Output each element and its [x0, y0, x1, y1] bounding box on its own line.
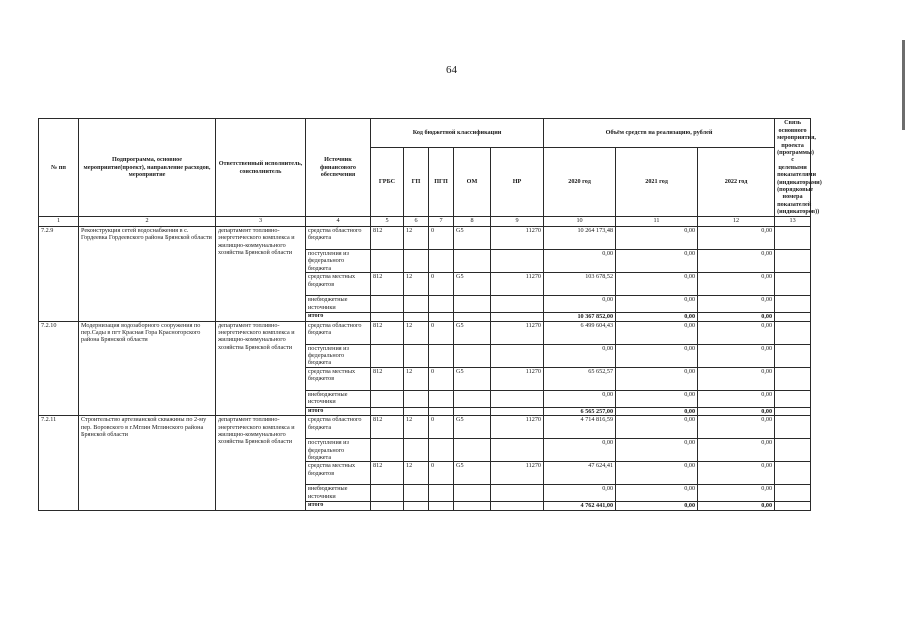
funding-source: итого [306, 313, 371, 321]
funding-source: средства областного бюджета [306, 227, 371, 250]
measure-executor: департамент топливно-энергетического комплекса и жилищно-коммунального хозяйства Брянской области [216, 416, 306, 511]
kbk-grbs: 812 [371, 462, 404, 485]
amount-2021: 0,00 [616, 416, 698, 439]
amount-2022: 0,00 [698, 313, 775, 321]
column-number: 13 [775, 217, 811, 227]
kbk-om: G5 [454, 462, 491, 485]
column-number: 7 [429, 217, 454, 227]
amount-2020: 103 678,52 [544, 273, 616, 296]
kbk-pgp: 0 [429, 367, 454, 390]
table-body [39, 227, 811, 511]
column-number: 10 [544, 217, 616, 227]
amount-2022: 0,00 [698, 344, 775, 367]
funding-source: поступления из федерального бюджета [306, 250, 371, 273]
table-row [39, 227, 811, 250]
amount-2020: 0,00 [544, 390, 616, 407]
header-program: Подпрограмма, основное мероприятие(проект), направление расходов, мероприятие [79, 119, 216, 217]
indicator-link [775, 439, 811, 462]
kbk-nr [491, 344, 544, 367]
column-number: 3 [216, 217, 306, 227]
measure-name: Строительство артезианской скважины по 2-му пер. Воровского в г.Мглин Мглинского района Брянской области [79, 416, 216, 511]
amount-2021: 0,00 [616, 344, 698, 367]
kbk-gp [404, 485, 429, 502]
column-number: 11 [616, 217, 698, 227]
kbk-gp [404, 250, 429, 273]
header-year-2022: 2022 год [698, 148, 775, 217]
kbk-pgp [429, 250, 454, 273]
amount-2021: 0,00 [616, 462, 698, 485]
amount-2020: 10 367 852,00 [544, 313, 616, 321]
kbk-nr: 11270 [491, 227, 544, 250]
kbk-pgp [429, 439, 454, 462]
amount-2021: 0,00 [616, 485, 698, 502]
amount-2020: 0,00 [544, 250, 616, 273]
kbk-gp: 12 [404, 273, 429, 296]
kbk-grbs [371, 407, 404, 415]
kbk-pgp: 0 [429, 462, 454, 485]
header-link: Связь основного мероприятия, проекта (программы) с целевыми показателями (индикаторами) (порядковые номера показателей (индикаторов)) [775, 119, 811, 217]
amount-2020: 4 714 816,59 [544, 416, 616, 439]
header-amount: Объём средств на реализацию, рублей [544, 119, 775, 148]
measure-number: 7.2.10 [39, 321, 79, 416]
amount-2022: 0,00 [698, 416, 775, 439]
header-gp: ГП [404, 148, 429, 217]
kbk-nr: 11270 [491, 462, 544, 485]
amount-2020: 4 762 441,00 [544, 502, 616, 510]
header-no: № пп [39, 119, 79, 217]
measure-number: 7.2.9 [39, 227, 79, 322]
indicator-link [775, 227, 811, 250]
funding-source: средства местных бюджетов [306, 273, 371, 296]
kbk-grbs: 812 [371, 367, 404, 390]
funding-source: средства местных бюджетов [306, 462, 371, 485]
kbk-pgp: 0 [429, 227, 454, 250]
kbk-nr [491, 502, 544, 510]
indicator-link [775, 416, 811, 439]
header-grbs: ГРБС [371, 148, 404, 217]
kbk-nr [491, 407, 544, 415]
page-number: 64 [446, 64, 457, 76]
kbk-pgp: 0 [429, 321, 454, 344]
amount-2020: 0,00 [544, 485, 616, 502]
kbk-grbs [371, 502, 404, 510]
funding-source: поступления из федерального бюджета [306, 439, 371, 462]
column-number-row [39, 217, 811, 227]
kbk-pgp [429, 296, 454, 313]
amount-2021: 0,00 [616, 321, 698, 344]
kbk-gp: 12 [404, 227, 429, 250]
header-executor: Ответственный исполнитель, соисполнитель [216, 119, 306, 217]
amount-2021: 0,00 [616, 407, 698, 415]
kbk-pgp [429, 344, 454, 367]
column-number: 2 [79, 217, 216, 227]
kbk-grbs [371, 313, 404, 321]
indicator-link [775, 390, 811, 407]
kbk-nr: 11270 [491, 273, 544, 296]
kbk-om [454, 313, 491, 321]
kbk-grbs [371, 344, 404, 367]
header-year-2021: 2021 год [616, 148, 698, 217]
indicator-link [775, 296, 811, 313]
column-number: 9 [491, 217, 544, 227]
kbk-nr [491, 250, 544, 273]
kbk-om [454, 439, 491, 462]
column-number: 6 [404, 217, 429, 227]
amount-2020: 6 499 604,43 [544, 321, 616, 344]
amount-2021: 0,00 [616, 296, 698, 313]
amount-2022: 0,00 [698, 502, 775, 510]
amount-2021: 0,00 [616, 367, 698, 390]
indicator-link [775, 344, 811, 367]
header-om: ОМ [454, 148, 491, 217]
indicator-link [775, 502, 811, 510]
amount-2022: 0,00 [698, 296, 775, 313]
kbk-om [454, 344, 491, 367]
kbk-grbs [371, 390, 404, 407]
indicator-link [775, 273, 811, 296]
header-year-2020: 2020 год [544, 148, 616, 217]
kbk-gp [404, 296, 429, 313]
kbk-om [454, 485, 491, 502]
kbk-gp: 12 [404, 416, 429, 439]
kbk-grbs: 812 [371, 273, 404, 296]
amount-2022: 0,00 [698, 367, 775, 390]
table-header [39, 119, 822, 227]
kbk-pgp [429, 502, 454, 510]
header-nr: НР [491, 148, 544, 217]
column-number: 4 [306, 217, 371, 227]
amount-2020: 65 652,57 [544, 367, 616, 390]
kbk-grbs [371, 250, 404, 273]
measure-executor: департамент топливно-энергетического комплекса и жилищно-коммунального хозяйства Брянской области [216, 227, 306, 322]
header-source: Источник финансового обеспечения [306, 119, 371, 217]
funding-source: итого [306, 407, 371, 415]
funding-source: внебюджетные источники [306, 296, 371, 313]
amount-2022: 0,00 [698, 390, 775, 407]
kbk-gp [404, 439, 429, 462]
funding-source: средства областного бюджета [306, 416, 371, 439]
amount-2022: 0,00 [698, 227, 775, 250]
kbk-gp [404, 390, 429, 407]
column-number: 5 [371, 217, 404, 227]
kbk-nr: 11270 [491, 321, 544, 344]
kbk-om: G5 [454, 321, 491, 344]
kbk-om [454, 407, 491, 415]
kbk-nr [491, 313, 544, 321]
kbk-nr [491, 390, 544, 407]
amount-2022: 0,00 [698, 462, 775, 485]
kbk-om [454, 296, 491, 313]
measure-name: Реконструкция сетей водоснабжения в с. Гордеевка Гордеевского района Брянской области [79, 227, 216, 322]
measure-executor: департамент топливно-энергетического комплекса и жилищно-коммунального хозяйства Брянской области [216, 321, 306, 416]
kbk-pgp: 0 [429, 273, 454, 296]
indicator-link [775, 462, 811, 485]
amount-2022: 0,00 [698, 439, 775, 462]
indicator-link [775, 407, 811, 415]
amount-2021: 0,00 [616, 273, 698, 296]
indicator-link [775, 250, 811, 273]
kbk-om: G5 [454, 367, 491, 390]
funding-source: средства местных бюджетов [306, 367, 371, 390]
amount-2020: 0,00 [544, 344, 616, 367]
table-row [39, 321, 811, 344]
kbk-gp [404, 313, 429, 321]
kbk-gp [404, 407, 429, 415]
amount-2021: 0,00 [616, 439, 698, 462]
indicator-link [775, 485, 811, 502]
kbk-nr: 11270 [491, 367, 544, 390]
funding-source: внебюджетные источники [306, 485, 371, 502]
amount-2020: 47 624,41 [544, 462, 616, 485]
amount-2021: 0,00 [616, 502, 698, 510]
kbk-pgp [429, 390, 454, 407]
kbk-om: G5 [454, 273, 491, 296]
funding-source: средства областного бюджета [306, 321, 371, 344]
kbk-gp: 12 [404, 321, 429, 344]
kbk-om [454, 502, 491, 510]
amount-2020: 10 264 173,48 [544, 227, 616, 250]
kbk-gp [404, 344, 429, 367]
header-pgp: ПГП [429, 148, 454, 217]
kbk-grbs: 812 [371, 416, 404, 439]
measure-number: 7.2.11 [39, 416, 79, 511]
header-kbk: Код бюджетной классификации [371, 119, 544, 148]
funding-source: внебюджетные источники [306, 390, 371, 407]
indicator-link [775, 313, 811, 321]
kbk-grbs: 812 [371, 227, 404, 250]
kbk-pgp [429, 485, 454, 502]
kbk-om [454, 250, 491, 273]
kbk-nr [491, 296, 544, 313]
amount-2020: 6 565 257,00 [544, 407, 616, 415]
column-number: 1 [39, 217, 79, 227]
kbk-nr: 11270 [491, 416, 544, 439]
kbk-pgp: 0 [429, 416, 454, 439]
kbk-om [454, 390, 491, 407]
kbk-grbs: 812 [371, 321, 404, 344]
amount-2022: 0,00 [698, 321, 775, 344]
column-number: 12 [698, 217, 775, 227]
kbk-grbs [371, 439, 404, 462]
amount-2021: 0,00 [616, 313, 698, 321]
indicator-link [775, 367, 811, 390]
funding-source: итого [306, 502, 371, 510]
amount-2022: 0,00 [698, 250, 775, 273]
amount-2022: 0,00 [698, 273, 775, 296]
table-row [39, 416, 811, 439]
indicator-link [775, 321, 811, 344]
amount-2021: 0,00 [616, 227, 698, 250]
amount-2021: 0,00 [616, 390, 698, 407]
kbk-nr [491, 485, 544, 502]
kbk-pgp [429, 407, 454, 415]
amount-2022: 0,00 [698, 485, 775, 502]
kbk-grbs [371, 485, 404, 502]
kbk-pgp [429, 313, 454, 321]
kbk-gp: 12 [404, 462, 429, 485]
kbk-om: G5 [454, 227, 491, 250]
kbk-nr [491, 439, 544, 462]
funding-source: поступления из федерального бюджета [306, 344, 371, 367]
budget-table [38, 118, 822, 511]
kbk-gp: 12 [404, 367, 429, 390]
kbk-gp [404, 502, 429, 510]
kbk-om: G5 [454, 416, 491, 439]
amount-2020: 0,00 [544, 296, 616, 313]
measure-name: Модернизация водозаборного сооружения по пер.Сады в пгт Красная Гора Красногорского района Брянской области [79, 321, 216, 416]
amount-2021: 0,00 [616, 250, 698, 273]
column-number: 8 [454, 217, 491, 227]
amount-2022: 0,00 [698, 407, 775, 415]
amount-2020: 0,00 [544, 439, 616, 462]
kbk-grbs [371, 296, 404, 313]
